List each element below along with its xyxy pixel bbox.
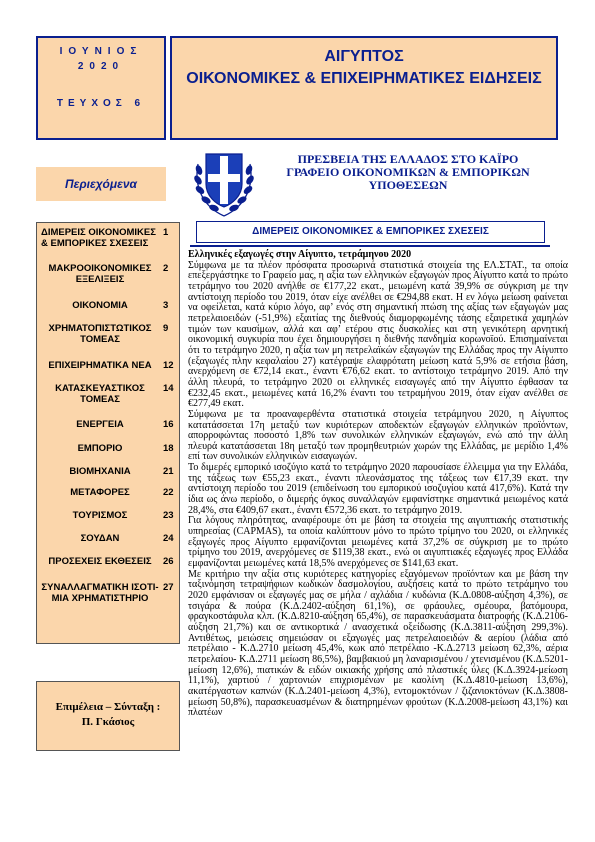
toc-item-label: ΧΡΗΜΑΤΟΠΙΣΤΩΤΙΚΟΣ ΤΟΜΕΑΣ	[48, 323, 152, 345]
toc-item-label: ΕΜΠΟΡΙΟ	[77, 443, 123, 454]
toc-item-label: ΜΑΚΡΟΟΙΚΟΝΟΜΙΚΕΣ ΕΞΕΛΙΞΕΙΣ	[48, 263, 152, 285]
section-heading: ΔΙΜΕΡΕΙΣ ΟΙΚΟΝΟΜΙΚΕΣ & ΕΜΠΟΡΙΚΕΣ ΣΧΕΣΕΙΣ	[196, 221, 545, 243]
toc-item-page: 27	[163, 582, 174, 593]
toc-item-page: 2	[163, 263, 169, 274]
contents-heading: Περιεχόμενα	[36, 167, 166, 201]
toc-item-page: 14	[163, 383, 174, 394]
article-body	[188, 250, 568, 719]
toc-item-page: 18	[163, 443, 174, 454]
issue-month: ΙΟΥΝΙΟΣ	[59, 46, 143, 57]
toc-item-page: 23	[163, 510, 174, 521]
toc-item-label: ΜΕΤΑΦΟΡΕΣ	[70, 487, 130, 498]
toc-item-page: 9	[163, 323, 169, 334]
toc-item-label: ΟΙΚΟΝΟΜΙΑ	[72, 300, 128, 311]
embassy-header	[268, 153, 548, 192]
article-paragraph: Με κριτήριο την αξία στις κυριότερες κατηγορίες εξαγόμενων προϊόντων και με βάση την ταξινόμηση τετραψήφιων κωδικών δασμολογίου, αυξήσεις κατά το πρώτο τετράμηνο του 2020 εμφάνισαν οι εξαγωγές μας σε μήλα / αχλάδια / κυδώνια (Κ.Δ.0808-αύξηση 4,3%), σε τσιγάρα & πούρα (Κ.Δ.2402-αύξηση 61,1%), σε φράουλες, σμέουρα, βατόμουρα, φραγκοστάφυλα κλπ. (Κ.Δ.8210-αύξηση 65,4%), σε παρασκευάσματα διατροφής (Κ.Δ.2106-αύξηση 21,7%) και σε αντικορτικά / ανασχετικά οξείδωσης (Κ.Δ.3811-αύξηση 299,3%). Αντιθέτως, μειώσεις σημειώσαν οι εξαγωγές μας πετρελαιοειδών & αερίου (λάδια από πετρέλαιο - Κ.Δ.2710 μείωση 45,4%, κωκ από πετρέλαιο -Κ.Δ.2713 μείωση 62,3%, αέρια πετρελαίου- Κ.Δ.2711 μείωση 86,5%), βαμβακιού μη λαναρισμένου / χτενισμένου (Κ.Δ.5201-μείωση 12,6%), πιατικών & ειδών οικιακής χρήσης από πλαστικές ύλες (Κ.Δ.3924-μείωση 11,1%), χαρτιού / χαρτονιών επιχρισμένων με καολίνη (Κ.Δ.4810-μείωση 13,6%), ακατέργαστων καπνών (Κ.Δ.2401-μείωση 4,3%), εντομοκτόνων / ζιζανιοκτόνων (Κ.Δ.3808-μείωση 50,8%), παρασκευασμένων & διατηρημένων φρούτων (Κ.Δ.2008-μείωση 43,1%) και πλατέων	[188, 568, 568, 719]
toc-item-label: ΒΙΟΜΗΧΑΝΙΑ	[69, 466, 131, 477]
toc-item-page: 26	[163, 556, 174, 567]
title-box	[170, 36, 558, 140]
author-name: Π. Γκάσιος	[81, 716, 135, 728]
toc-item-label: ΕΝΕΡΓΕΙΑ	[76, 419, 124, 430]
article-paragraph: Το διμερές εμπορικό ισοζύγιο κατά το τετράμηνο 2020 παρουσίασε έλλειμμα για την Ελλάδα, της τάξεως των €55,23 εκατ., έναντι πλεονάσματος της τάξεως των €17,39 εκατ. την αντίστοιχη περίοδο του 2019 (επιδείνωση του εμπορικού ισοζυγίου κατά 417,6%). Κατά την ίδια ως άνω περίοδο, ο διμερής όγκος συναλλαγών εμφανίστηκε σημαντικά μειωμένος κατά 28,4%, στα €409,67 εκατ., έναντι €572,36 εκατ. το τετράμηνο 2019.	[188, 462, 568, 516]
toc-item-page: 22	[163, 487, 174, 498]
toc-item-label: ΕΠΙΧΕΙΡΗΜΑΤΙΚΑ ΝΕΑ	[48, 360, 152, 371]
embassy-line-3: ΥΠΟΘΕΣΕΩΝ	[368, 178, 448, 192]
article-paragraph: Σύμφωνα με τα προαναφερθέντα στατιστικά στοιχεία τετράμηνου 2020, η Αίγυπτος κατατάσσεται 17η μεταξύ των κυριότερων αποδεκτών εξαγωγών ελληνικών προϊόντων, απορροφώντας ποσοστό 1,8% των συνολικών ελληνικών εξαγωγών, ενώ από την άλλη πλευρά κατατάσσεται 18η μεταξύ των προμηθευτριών χωρών της Ελλάδας, με μερίδιο 1,4% επί των συνολικών ελληνικών εισαγωγών.	[188, 408, 568, 463]
toc-item-page: 21	[163, 466, 174, 477]
page-subtitle: ΟΙΚΟΝΟΜΙΚΕΣ & ΕΠΙΧΕΙΡΗΜΑΤΙΚΕΣ ΕΙΔΗΣΕΙΣ	[186, 70, 542, 87]
table-of-contents	[36, 222, 180, 644]
toc-item-page: 16	[163, 419, 174, 430]
toc-item-label: ΣΟΥΔΑΝ	[80, 533, 120, 544]
section-divider	[190, 245, 550, 247]
toc-item-page: 3	[163, 300, 169, 311]
author-box	[36, 681, 180, 751]
author-label: Επιμέλεια – Σύνταξη :	[55, 701, 161, 713]
toc-item-page: 12	[163, 360, 174, 371]
article-paragraph: Για λόγους πληρότητας, αναφέρουμε ότι με βάση τα στοιχεία της αιγυπτιακής στατιστικής υπηρεσίας (CAPMAS), τα οποία καλύπτουν μόνο το πρώτο τρίμηνο του 2020, οι ελληνικές εξαγωγές προς Αίγυπτο εμφανίζονται μειωμένες κατά 37,2% σε σύγκριση με το πρώτο τρίμηνο του 2019, ανερχόμενες σε $119,38 εκατ., ενώ οι αιγυπτιακές εξαγωγές προς Ελλάδα εμφανίζονται μειωμένες κατά 18,5% ανερχόμενες σε $141,63 εκατ.	[188, 515, 568, 570]
issue-year: 2020	[77, 61, 125, 72]
page-title: ΑΙΓΥΠΤΟΣ	[324, 48, 404, 65]
article-subtitle: Ελληνικές εξαγωγές στην Αίγυπτο, τετράμηνου 2020	[188, 249, 412, 260]
toc-item-page: 24	[163, 533, 174, 544]
issue-number: ΤΕΥΧΟΣ 6	[56, 98, 146, 109]
toc-item-page: 1	[163, 227, 169, 238]
toc-item-label: ΚΑΤΑΣΚΕΥΑΣΤΙΚΟΣ ΤΟΜΕΑΣ	[55, 383, 145, 405]
article-paragraph: Σύμφωνα με τα πλέον πρόσφατα προσωρινά στατιστικά στοιχεία της ΕΛ.ΣΤΑΤ., τα οποία επεξεργάστηκε το Γραφείο μας, η αξία των ελληνικών εξαγωγών προς Αίγυπτο κατά το πρώτο τετράμηνο του 2020 ανήλθε σε €177,22 εκατ., μειωμένη κατά 39,9% σε σύγκριση με την αντίστοιχη περίοδο του 2019, όταν είχε ανέλθει σε €294,88 εκατ. Η εν λόγω μείωση φαίνεται να οφείλεται, κατά κύριο λόγο, αφ’ ενός στη σημαντική πτώση της αξίας των εξαγωγών μας πετρελαιοειδών (-51,9%) εξαιτίας της διεθνούς διαμορφωμένης τάσης εξαιρετικά χαμηλών τιμών των καυσίμων, αλλά και αφ’ ετέρου στις δυσκολίες και στη γενικότερη αρνητική οικονομική συγκυρία που έχει δημιουργήσει η διεθνής πανδημία κορωνοϊού. Επισημαίνεται ότι το τετράμηνο 2020, η αξία των μη πετρελαϊκών εξαγωγών της Ελλάδας προς την Αίγυπτο (εξαγωγές πλην κεφαλαίου 27) κατέγραψε ελαφρότατη μείωση κατά 5,9% σε ετήσια βάση, ανερχόμενη σε €72,14 εκατ., έναντι €76,62 εκατ. το αντίστοιχο τετράμηνο 2019. Από την άλλη πλευρά, το τετράμηνο 2020 οι ελληνικές εισαγωγές από την Αίγυπτο έφθασαν τα €232,45 εκατ., μειωμένες κατά 16,2% έναντι του τετραμήνου 2019, όταν είχαν ανέλθει σε €277,49 εκατ.	[188, 259, 568, 410]
toc-item-label: ΠΡΟΣΕΧΕΙΣ ΕΚΘΕΣΕΙΣ	[48, 556, 152, 567]
embassy-line-1: ΠΡΕΣΒΕΙΑ ΤΗΣ ΕΛΛΑΔΟΣ ΣΤΟ ΚΑΪΡΟ	[297, 152, 519, 166]
greek-coat-of-arms-icon	[188, 144, 260, 220]
toc-item-label: ΤΟΥΡΙΣΜΟΣ	[72, 510, 128, 521]
toc-item-label: ΔΙΜΕΡΕΙΣ ΟΙΚΟΝΟΜΙΚΕΣ & ΕΜΠΟΡΙΚΕΣ ΣΧΕΣΕΙΣ	[41, 227, 156, 249]
toc-item-label: ΣΥΝΑΛΛΑΓΜΑΤΙΚΗ ΙΣΟΤΙ-ΜΙΑ ΧΡΗΜΑΤΙΣΤΗΡΙΟ	[41, 582, 159, 604]
issue-box	[36, 36, 166, 140]
embassy-line-2: ΓΡΑΦΕΙΟ ΟΙΚΟΝΟΜΙΚΩΝ & ΕΜΠΟΡΙΚΩΝ	[286, 165, 530, 179]
